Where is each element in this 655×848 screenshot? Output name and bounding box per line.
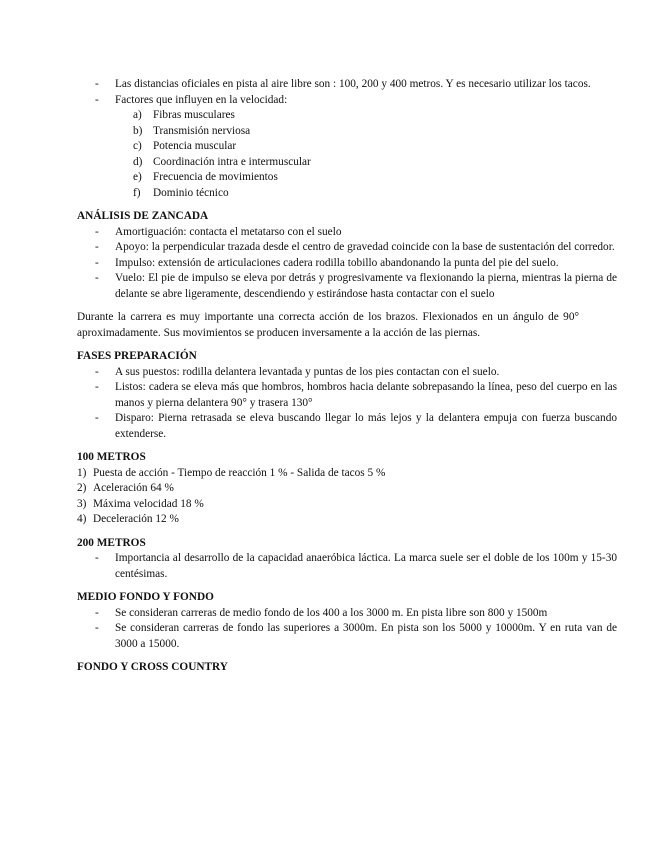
list-marker: d) bbox=[133, 155, 143, 168]
bullet-dash: - bbox=[95, 381, 99, 393]
bullet-dash: - bbox=[95, 241, 99, 253]
list-item-text: Las distancias oficiales en pista al aire libre son : 100, 200 y 400 metros. Y es necesario utilizar los tacos. bbox=[115, 78, 591, 90]
list-item-text: Apoyo: la perpendicular trazada desde el centro de gravedad coincide con la base de sustentación del corredor. bbox=[115, 241, 615, 253]
list-item bbox=[77, 240, 617, 256]
numbered-item-text: Deceleración 12 % bbox=[93, 513, 179, 525]
bullet-dash: - bbox=[95, 365, 99, 378]
list-item bbox=[77, 225, 617, 241]
list-item bbox=[77, 380, 617, 411]
factor-item bbox=[77, 170, 597, 186]
numbered-item bbox=[77, 512, 597, 528]
bullet-dash: - bbox=[95, 412, 99, 424]
zancada-section bbox=[77, 209, 617, 341]
list-item bbox=[77, 365, 617, 381]
list-marker: f) bbox=[133, 186, 141, 199]
list-item bbox=[77, 77, 617, 93]
numbered-item bbox=[77, 466, 597, 482]
numbered-item-text: Máxima velocidad 18 % bbox=[93, 497, 204, 510]
list-item bbox=[77, 621, 617, 652]
list-item-text: Se consideran carreras de fondo las superiores a 3000m. En pista son los 5000 y 10000m. Y en ruta van de 3000 a 15000. bbox=[115, 622, 617, 650]
list-item-text: Amortiguación: contacta el metatarso con el suelo bbox=[115, 225, 342, 238]
factor-text: Dominio técnico bbox=[153, 186, 229, 199]
doscientos-metros-section bbox=[77, 536, 617, 583]
section-heading: FONDO Y CROSS COUNTRY bbox=[77, 661, 228, 673]
factor-text: Potencia muscular bbox=[153, 140, 237, 152]
list-marker: c) bbox=[133, 140, 142, 152]
factor-text: Coordinación intra e intermuscular bbox=[153, 155, 311, 168]
numbered-item-text: Aceleración 64 % bbox=[93, 482, 174, 494]
list-item bbox=[77, 551, 617, 582]
bullet-dash: - bbox=[95, 552, 99, 564]
arms-paragraph: Durante la carrera es muy importante una correcta acción de los brazos. Flexionados en un ángulo de 90° aproximadamente. Sus movimientos se producen inversamente a la acción de las piernas. bbox=[77, 311, 579, 339]
bullet-dash: - bbox=[95, 225, 99, 238]
list-marker: e) bbox=[133, 171, 142, 183]
section-heading: FASES PREPARACIÓN bbox=[77, 350, 197, 362]
list-marker: 2) bbox=[77, 482, 87, 494]
list-item-text: Importancia al desarrollo de la capacidad anaeróbica láctica. La marca suele ser el doble de los 100m y 15-30 centésimas. bbox=[115, 552, 617, 580]
bullet-dash: - bbox=[95, 78, 99, 90]
list-marker: a) bbox=[133, 109, 142, 121]
bullet-dash: - bbox=[95, 272, 99, 284]
numbered-item-text: Puesta de acción - Tiempo de reacción 1 % - Salida de tacos 5 % bbox=[93, 466, 386, 479]
list-marker: 4) bbox=[77, 513, 87, 525]
medio-fondo-section bbox=[77, 590, 617, 652]
list-item-text: Se consideran carreras de medio fondo de los 400 a los 3000 m. En pista libre son 800 y 1500m bbox=[115, 606, 548, 619]
factors-list bbox=[77, 108, 597, 201]
section-heading: MEDIO FONDO Y FONDO bbox=[77, 591, 214, 603]
list-item bbox=[77, 256, 617, 272]
list-item bbox=[77, 93, 617, 109]
factor-text: Frecuencia de movimientos bbox=[153, 171, 278, 183]
list-item-text: A sus puestos: rodilla delantera levantada y puntas de los pies contactan con el suelo. bbox=[115, 365, 500, 378]
numbered-item bbox=[77, 481, 597, 497]
factor-text: Transmisión nerviosa bbox=[153, 124, 251, 137]
list-item-text: Impulso: extensión de articulaciones cadera rodilla tobillo abandonando la punta del pie del suelo. bbox=[115, 256, 559, 269]
list-item-text: Vuelo: El pie de impulso se eleva por detrás y progresivamente va flexionando la pierna, mientras la pierna de delante se abre ligeramente, descendiendo y estirándose hasta contactar con el suelo bbox=[115, 272, 617, 300]
factor-item bbox=[77, 155, 597, 171]
intro-section bbox=[77, 77, 597, 201]
list-marker: 3) bbox=[77, 497, 87, 510]
list-item-text: Factores que influyen en la velocidad: bbox=[115, 93, 288, 106]
section-heading: 100 METROS bbox=[77, 451, 146, 463]
cross-country-section bbox=[77, 660, 597, 676]
list-item-text: Disparo: Pierna retrasada se eleva buscando llegar lo más lejos y la delantera empuja con fuerza buscando extenderse. bbox=[115, 412, 617, 440]
section-heading: ANÁLISIS DE ZANCADA bbox=[77, 210, 209, 222]
factor-item bbox=[77, 139, 597, 155]
fases-section bbox=[77, 349, 617, 442]
document-body bbox=[77, 77, 617, 676]
factor-item bbox=[77, 108, 597, 124]
factor-text: Fibras musculares bbox=[153, 109, 235, 121]
list-item bbox=[77, 606, 617, 622]
bullet-dash: - bbox=[95, 256, 99, 269]
list-item bbox=[77, 411, 617, 442]
numbered-item bbox=[77, 497, 597, 513]
factor-item bbox=[77, 186, 597, 202]
factor-item bbox=[77, 124, 597, 140]
list-item bbox=[77, 271, 617, 302]
bullet-dash: - bbox=[95, 93, 99, 106]
cien-metros-section bbox=[77, 450, 597, 528]
list-marker: b) bbox=[133, 124, 143, 137]
bullet-dash: - bbox=[95, 622, 99, 634]
bullet-dash: - bbox=[95, 606, 99, 619]
list-marker: 1) bbox=[77, 466, 87, 479]
section-heading: 200 METROS bbox=[77, 536, 146, 549]
list-item-text: Listos: cadera se eleva más que hombros, hombros hacia delante sobrepasando la línea, peso del cuerpo en las manos y pierna delantera 90° y trasera 130° bbox=[115, 381, 617, 409]
